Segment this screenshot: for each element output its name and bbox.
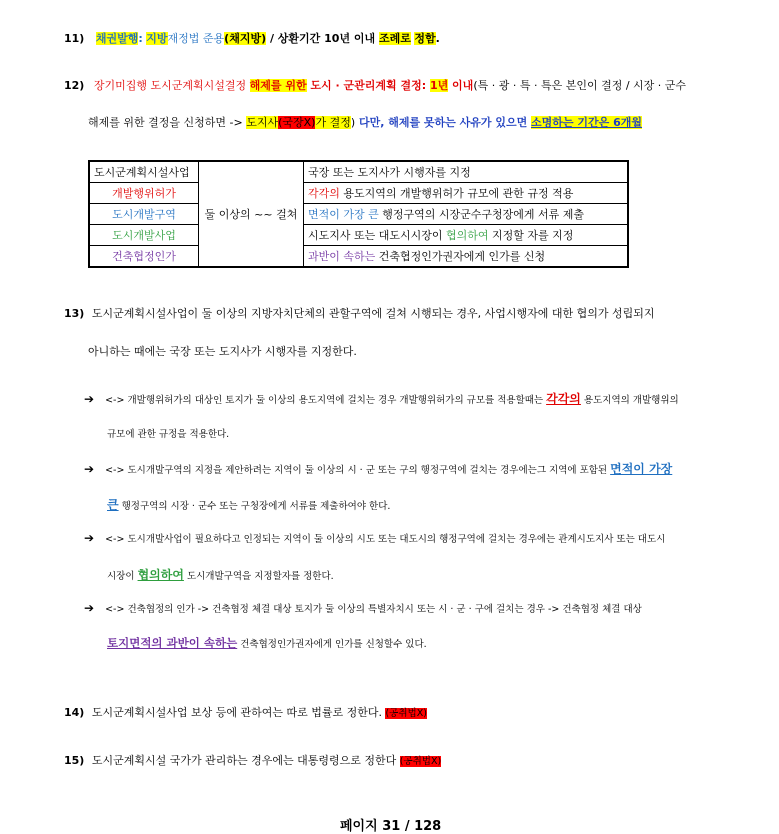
bullet-text: 시장이 [107, 571, 138, 582]
largest-highlight: 면적이 가장 [610, 462, 673, 476]
arrow-icon: ➔ [84, 392, 95, 406]
bullet-1-line-2 [107, 426, 229, 440]
plan-decision-text: 도시 · 군관리계획 결정: [306, 79, 430, 92]
separator: / [266, 32, 278, 45]
unexecuted-facility-text: 장기미집행 도시군계획시설결정 [93, 79, 250, 92]
largest-area-text: 면적이 가장 큰 [308, 208, 379, 221]
table-cell: 도시군계획시설사업 [89, 161, 199, 183]
bullet-text: <-> 개발행위허가의 대상인 토지가 둘 이상의 용도지역에 걸치는 경우 개발행위허가의 규모를 적용할때는 [105, 395, 547, 406]
bullet-text: <-> 건축협정의 인가 -> 건축협정 체결 대상 토지가 둘 이상의 특별자치시 또는 시 · 군 · 구에 걸치는 경우 -> 건축협정 체결 대상 [105, 604, 642, 615]
largest-highlight: 큰 [107, 498, 119, 512]
item-13-line-1 [64, 305, 654, 321]
designate-text: 지정할 자를 지정 [488, 229, 574, 242]
bond-issuance-label: 채권발행 [95, 32, 139, 45]
item-number: 11) [64, 32, 85, 45]
consult-highlight: 협의하여 [137, 568, 184, 582]
summary-table [88, 160, 629, 268]
item-text: 도시군계획시설사업 보상 등에 관하여는 따로 법률로 정한다. [91, 706, 386, 719]
item-number: 14) [64, 706, 85, 719]
bullet-text: <-> 도시개발구역의 지정을 제안하려는 지역이 둘 이상의 시 · 군 또는 구의 행정구역에 걸치는 경우에는그 지역에 포함된 [105, 465, 611, 476]
bullet-text: 용도지역의 개발행위의 [580, 395, 679, 406]
table-row [89, 183, 628, 204]
item-number: 13) [64, 307, 85, 320]
arrow-icon: ➔ [84, 601, 95, 615]
item-12-line-1 [64, 77, 686, 93]
item-number: 15) [64, 754, 85, 767]
item-number: 12) [64, 79, 85, 92]
item-15 [64, 752, 441, 768]
table-cell: 도시개발구역 [89, 204, 199, 225]
item-text: 도시군계획시설사업이 둘 이상의 지방자치단체의 관할구역에 걸쳐 시행되는 경우, 사업시행자에 대한 협의가 성립되지 [91, 307, 655, 320]
each-highlight: 각각의 [546, 392, 581, 406]
bullet-text: 건축협정인가권자에게 인가를 신청할수 있다. [237, 639, 427, 650]
rule-text: 용도지역의 개발행위허가 규모에 관한 규정 적용 [339, 187, 574, 200]
item-text: 아니하는 때에는 국장 또는 도지사가 시행자를 지정한다. [88, 345, 357, 358]
item-14 [64, 704, 427, 720]
period: . [435, 32, 440, 45]
table-cell [304, 204, 629, 225]
colon: : [138, 32, 143, 45]
bullet-1-line-1 [84, 390, 679, 407]
bullet-4-line-2 [107, 635, 427, 651]
item-12-line-2 [88, 114, 642, 130]
item-11 [64, 30, 440, 46]
arrow-icon: ➔ [84, 462, 95, 476]
bullet-3-line-2 [107, 566, 334, 583]
apply-text: 해제를 위한 결정을 신청하면 -> [88, 116, 247, 129]
however-text: 다만, 해제를 못하는 사유가 있으면 [355, 116, 532, 129]
six-month-label: 소명하는 기간은 6개월 [531, 116, 642, 129]
decides-label: 가 결정 [315, 116, 351, 129]
table-cell [304, 246, 629, 268]
one-year-label: 1년 [429, 79, 449, 92]
governor-text: 시도지사 또는 대도시시장이 [308, 229, 447, 242]
fiscal-law-text: 재정법 준용 [167, 32, 225, 45]
bullet-text: 도시개발구역을 지정할자를 정한다. [183, 571, 334, 582]
mnemonic-tag: (채지방) [224, 32, 267, 45]
table-row [89, 246, 628, 268]
paren-close: ) [350, 116, 356, 129]
item-13-line-2 [88, 343, 357, 359]
not-minister-tag: (국장X) [278, 116, 316, 129]
decide-label: 정함 [414, 32, 436, 45]
bullet-3-line-1 [84, 531, 665, 545]
apply-text: 건축협정인가권자에게 인가를 신청 [375, 250, 546, 263]
page-number: 페이지 31 / 128 [340, 819, 442, 834]
table-cell: 국장 또는 도지사가 시행자를 지정 [304, 161, 629, 183]
not-acquisition-tag: (공취법X) [385, 708, 427, 719]
repayment-text: 상환기간 10년 이내 [277, 32, 379, 45]
table-cell: 도시개발사업 [89, 225, 199, 246]
table-row [89, 225, 628, 246]
local-label: 지방 [146, 32, 168, 45]
table-row [89, 204, 628, 225]
table-cell: 건축협정인가 [89, 246, 199, 268]
ordinance-label: 조례로 [378, 32, 411, 45]
item-text: 도시군계획시설 국가가 관리하는 경우에는 대통령령으로 정한다 [91, 754, 400, 767]
consult-text: 협의하여 [446, 229, 489, 242]
majority-text: 과반이 속하는 [308, 250, 376, 263]
majority-highlight: 토지면적의 과반이 속하는 [107, 636, 238, 650]
special-cities-text: (특 · 광 · 특 · 특은 본인이 결정 / 시장 · 군수 [473, 79, 687, 92]
not-acquisition-tag: (공취법X) [399, 756, 442, 767]
bullet-text: 규모에 관한 규정을 적용한다. [107, 429, 230, 440]
bullet-2-line-1 [84, 460, 672, 477]
bullet-2-line-2 [107, 496, 390, 513]
bullet-text: 행정구역의 시장 · 군수 또는 구청장에게 서류를 제출하여야 한다. [118, 501, 391, 512]
span-cell: 둘 이상의 ~~ 걸쳐 [199, 161, 304, 267]
within-text: 이내 [448, 79, 474, 92]
bullet-text: <-> 도시개발사업이 필요하다고 인정되는 지역이 둘 이상의 시도 또는 대도시의 행정구역에 걸치는 경우에는 관계시도지사 또는 대도시 [105, 534, 666, 545]
arrow-icon: ➔ [84, 531, 95, 545]
governor-label: 도지사 [246, 116, 279, 129]
table-cell: 개발행위허가 [89, 183, 199, 204]
each-text: 각각의 [308, 187, 340, 200]
table-cell [304, 183, 629, 204]
bullet-4-line-1 [84, 601, 642, 615]
table-cell [304, 225, 629, 246]
for-release-label: 해제를 위한 [249, 79, 307, 92]
submit-text: 행정구역의 시장군수구청장에게 서류 제출 [378, 208, 585, 221]
table-row [89, 161, 628, 183]
